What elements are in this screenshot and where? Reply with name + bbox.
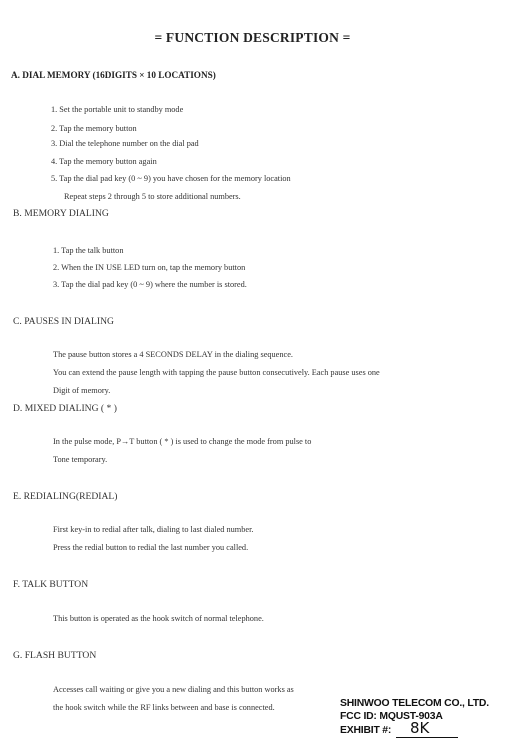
- section-b-step-2: 2. When the IN USE LED turn on, tap the memory button: [53, 263, 246, 272]
- section-a-heading: A. DIAL MEMORY (16DIGITS × 10 LOCATIONS): [11, 70, 216, 80]
- section-a-step-1: 1. Set the portable unit to standby mode: [51, 105, 184, 114]
- section-d-heading: D. MIXED DIALING ( * ): [13, 403, 117, 414]
- section-c-line-1: The pause button stores a 4 SECONDS DELAY in the dialing sequence.: [53, 350, 293, 359]
- section-a-step-5: 5. Tap the dial pad key (0 ~ 9) you have chosen for the memory location: [51, 174, 291, 183]
- section-e-heading: E. REDIALING(REDIAL): [13, 491, 118, 502]
- section-a-note: Repeat steps 2 through 5 to store additional numbers.: [64, 192, 241, 201]
- section-e-line-1: First key-in to redial after talk, dialing to last dialed number.: [53, 525, 254, 534]
- section-d-line-2: Tone temporary.: [53, 455, 108, 464]
- section-f-heading: F. TALK BUTTON: [13, 579, 89, 590]
- section-b-step-3: 3. Tap the dial pad key (0 ~ 9) where the number is stored.: [53, 280, 247, 289]
- section-a-step-4: 4. Tap the memory button again: [51, 157, 157, 166]
- exhibit-underline: [396, 737, 458, 738]
- exhibit-number: 8K: [410, 719, 430, 737]
- section-g-heading: G. FLASH BUTTON: [13, 650, 97, 661]
- section-g-line-2: the hook switch while the RF links between and base is connected.: [53, 703, 275, 712]
- section-a-step-2: 2. Tap the memory button: [51, 124, 137, 133]
- section-f-line-1: This button is operated as the hook switch of normal telephone.: [53, 614, 264, 623]
- company-name: SHINWOO TELECOM CO., LTD.: [340, 698, 489, 709]
- section-b-step-1: 1. Tap the talk button: [53, 246, 124, 255]
- section-a-step-3: 3. Dial the telephone number on the dial pad: [51, 139, 199, 148]
- fcc-id: FCC ID: MQUST-903A: [340, 711, 443, 722]
- section-b-heading: B. MEMORY DIALING: [13, 208, 109, 219]
- section-d-line-1: In the pulse mode, P→T button ( * ) is used to change the mode from pulse to: [53, 437, 312, 446]
- page-title: = FUNCTION DESCRIPTION =: [154, 30, 351, 45]
- section-c-line-3: Digit of memory.: [53, 386, 111, 395]
- section-c-line-2: You can extend the pause length with tapping the pause button consecutively. Each pause uses one: [53, 368, 380, 377]
- section-e-line-2: Press the redial button to redial the last number you called.: [53, 543, 249, 552]
- section-g-line-1: Accesses call waiting or give you a new dialing and this button works as: [53, 685, 294, 694]
- section-c-heading: C. PAUSES IN DIALING: [13, 316, 114, 327]
- exhibit-label: EXHIBIT #:: [340, 725, 392, 736]
